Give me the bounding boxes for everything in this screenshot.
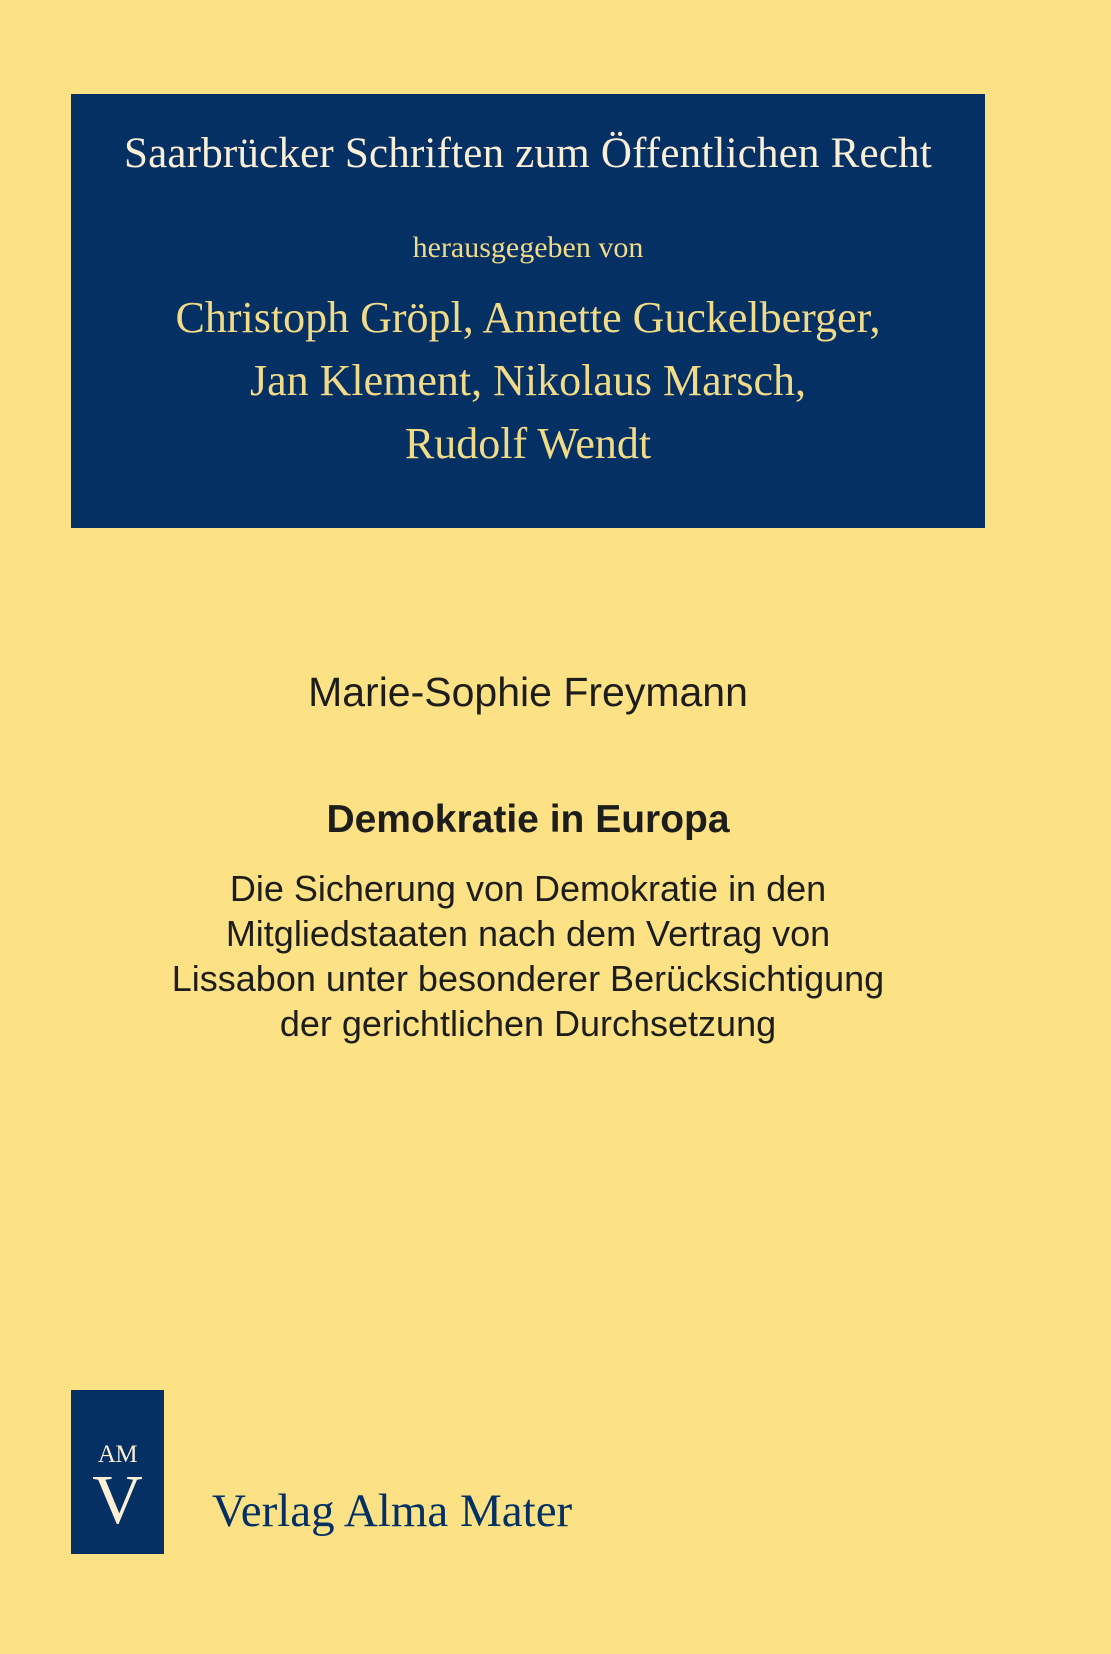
- publisher-logo: [71, 1390, 164, 1554]
- subtitle-line: der gerichtlichen Durchsetzung: [279, 1003, 777, 1044]
- editors-line: Christoph Gröpl, Annette Guckelberger,: [175, 293, 881, 342]
- editors-list: [71, 286, 985, 475]
- publisher-name: Verlag Alma Mater: [212, 1485, 573, 1537]
- editors-line: Rudolf Wendt: [404, 419, 652, 468]
- series-title: Saarbrücker Schriften zum Öffentlichen Recht: [124, 130, 932, 177]
- logo-letters-am: AM: [97, 1441, 138, 1468]
- logo-letter-v: V: [92, 1462, 143, 1539]
- editors-line: Jan Klement, Nikolaus Marsch,: [250, 356, 806, 405]
- editors-label: herausgegeben von: [412, 231, 644, 264]
- book-author: Marie-Sophie Freymann: [308, 669, 748, 715]
- book-title: Demokratie in Europa: [326, 798, 730, 841]
- series-banner: [71, 94, 985, 528]
- subtitle-line: Lissabon unter besonderer Berücksichtigung: [171, 958, 885, 999]
- book-subtitle: [0, 866, 1056, 1046]
- subtitle-line: Mitgliedstaaten nach dem Vertrag von: [225, 913, 831, 954]
- subtitle-line: Die Sicherung von Demokratie in den: [229, 868, 827, 909]
